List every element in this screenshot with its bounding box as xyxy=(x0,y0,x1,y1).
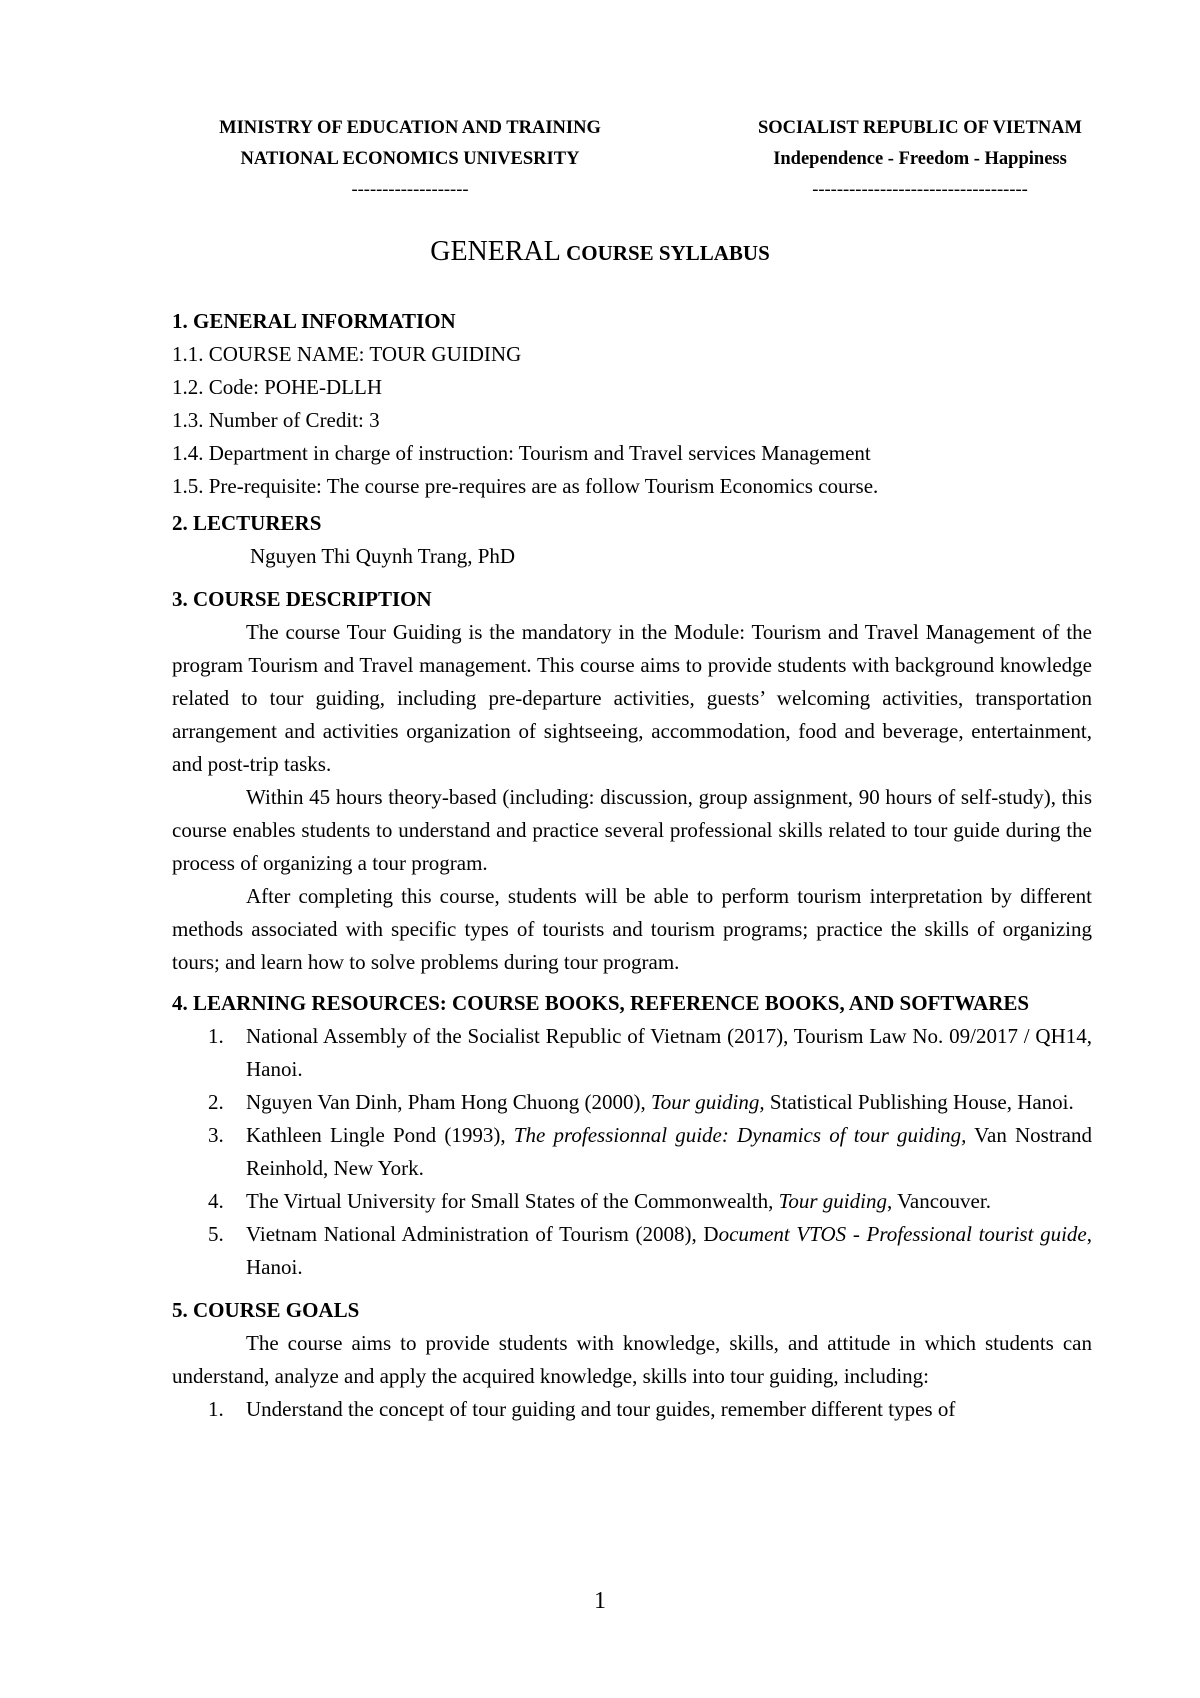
section-course-goals-heading: 5. COURSE GOALS xyxy=(172,1298,360,1322)
reference-text: Vietnam National Administration of Tourism (2008), D xyxy=(246,1222,719,1246)
reference-number: 4. xyxy=(208,1189,224,1213)
reference-publisher: Statistical Publishing House, Hanoi. xyxy=(764,1090,1074,1114)
university-name: NATIONAL ECONOMICS UNIVESRITY xyxy=(240,149,580,169)
country-name: SOCIALIST REPUBLIC OF VIETNAM xyxy=(758,118,1082,138)
header-left xyxy=(160,113,660,206)
section-learning-resources-heading: 4. LEARNING RESOURCES: COURSE BOOKS, REFERENCE BOOKS, AND SOFTWARES xyxy=(172,991,1030,1015)
course-name-item: 1.1. COURSE NAME: TOUR GUIDING xyxy=(172,342,522,366)
national-motto: Independence - Freedom - Happiness xyxy=(773,149,1067,169)
goals-list xyxy=(172,1393,1092,1426)
course-code-item: 1.2. Code: POHE-DLLH xyxy=(172,375,382,399)
reference-item xyxy=(172,1185,1092,1218)
reference-item xyxy=(172,1218,1092,1284)
document-body xyxy=(172,305,1092,1426)
reference-item xyxy=(172,1020,1092,1086)
description-paragraph: The course Tour Guiding is the mandatory in the Module: Tourism and Travel Management of the program Tourism and Travel management. This course aims to provide students with background knowledge related to tour guiding, including pre-departure activities, guests’ welcoming activities, transportation arrangement and activities organization of sightseeing, accommodation, food and beverage, entertainment, and post-trip tasks. xyxy=(172,620,1092,776)
reference-number: 3. xyxy=(208,1123,224,1147)
reference-text: The Virtual University for Small States of the Commonwealth, xyxy=(246,1189,779,1213)
goal-number: 1. xyxy=(208,1397,224,1421)
page-number: 1 xyxy=(594,1588,606,1614)
section-course-description-heading: 3. COURSE DESCRIPTION xyxy=(172,587,432,611)
goal-item xyxy=(172,1393,1092,1426)
ministry-name: MINISTRY OF EDUCATION AND TRAINING xyxy=(219,118,601,138)
goal-text: Understand the concept of tour guiding and tour guides, remember different types of xyxy=(246,1397,956,1421)
reference-item xyxy=(172,1119,1092,1185)
reference-title: The professionnal guide: Dynamics of tour guiding, xyxy=(513,1123,967,1147)
department-item: 1.4. Department in charge of instruction: Tourism and Travel services Management xyxy=(172,441,871,465)
description-paragraph: After completing this course, students will be able to perform tourism interpretation by different methods associated with specific types of tourists and tourism programs; practice the skills of organizing tours; and learn how to solve problems during tour program. xyxy=(172,884,1092,974)
reference-text: Nguyen Van Dinh, Pham Hong Chuong (2000), xyxy=(246,1090,652,1114)
reference-text: National Assembly of the Socialist Republic of Vietnam (2017), Tourism Law No. 09/2017 / QH14, Hanoi. xyxy=(246,1024,1092,1081)
reference-title: Tour guiding xyxy=(778,1189,887,1213)
header-right-rule: ----------------------------------- xyxy=(812,180,1028,200)
credits-item: 1.3. Number of Credit: 3 xyxy=(172,408,380,432)
lecturer-name: Nguyen Thi Quynh Trang, PhD xyxy=(250,544,516,568)
reference-number: 2. xyxy=(208,1090,224,1114)
header-left-rule: ------------------- xyxy=(351,180,469,200)
reference-title: ocument VTOS - Professional tourist guide xyxy=(718,1222,1087,1246)
reference-title: Tour guiding, xyxy=(651,1090,765,1114)
reference-number: 5. xyxy=(208,1222,224,1246)
reference-text: Kathleen Lingle Pond (1993), xyxy=(246,1123,514,1147)
goals-paragraph: The course aims to provide students with knowledge, skills, and attitude in which students can understand, analyze and apply the acquired knowledge, skills into tour guiding, including: xyxy=(172,1331,1092,1388)
document-title xyxy=(0,235,1200,270)
section-general-information-heading: 1. GENERAL INFORMATION xyxy=(172,309,456,333)
reference-publisher: , Hanoi. xyxy=(246,1222,1092,1279)
reference-item xyxy=(172,1086,1092,1119)
reference-number: 1. xyxy=(208,1024,224,1048)
section-lecturers-heading: 2. LECTURERS xyxy=(172,511,322,535)
description-paragraph: Within 45 hours theory-based (including: discussion, group assignment, 90 hours of self-study), this course enables students to understand and practice several professional skills related to tour guide during the process of organizing a tour program. xyxy=(172,785,1092,875)
reference-publisher: , Vancouver. xyxy=(886,1189,991,1213)
reference-publisher: Van Nostrand Reinhold, New York. xyxy=(246,1123,1092,1180)
header-right xyxy=(710,113,1130,206)
reference-list xyxy=(172,1020,1092,1284)
title-general: GENERAL xyxy=(430,236,561,267)
prerequisite-item: 1.5. Pre-requisite: The course pre-requires are as follow Tourism Economics course. xyxy=(172,474,879,498)
title-rest: COURSE SYLLABUS xyxy=(560,241,770,265)
